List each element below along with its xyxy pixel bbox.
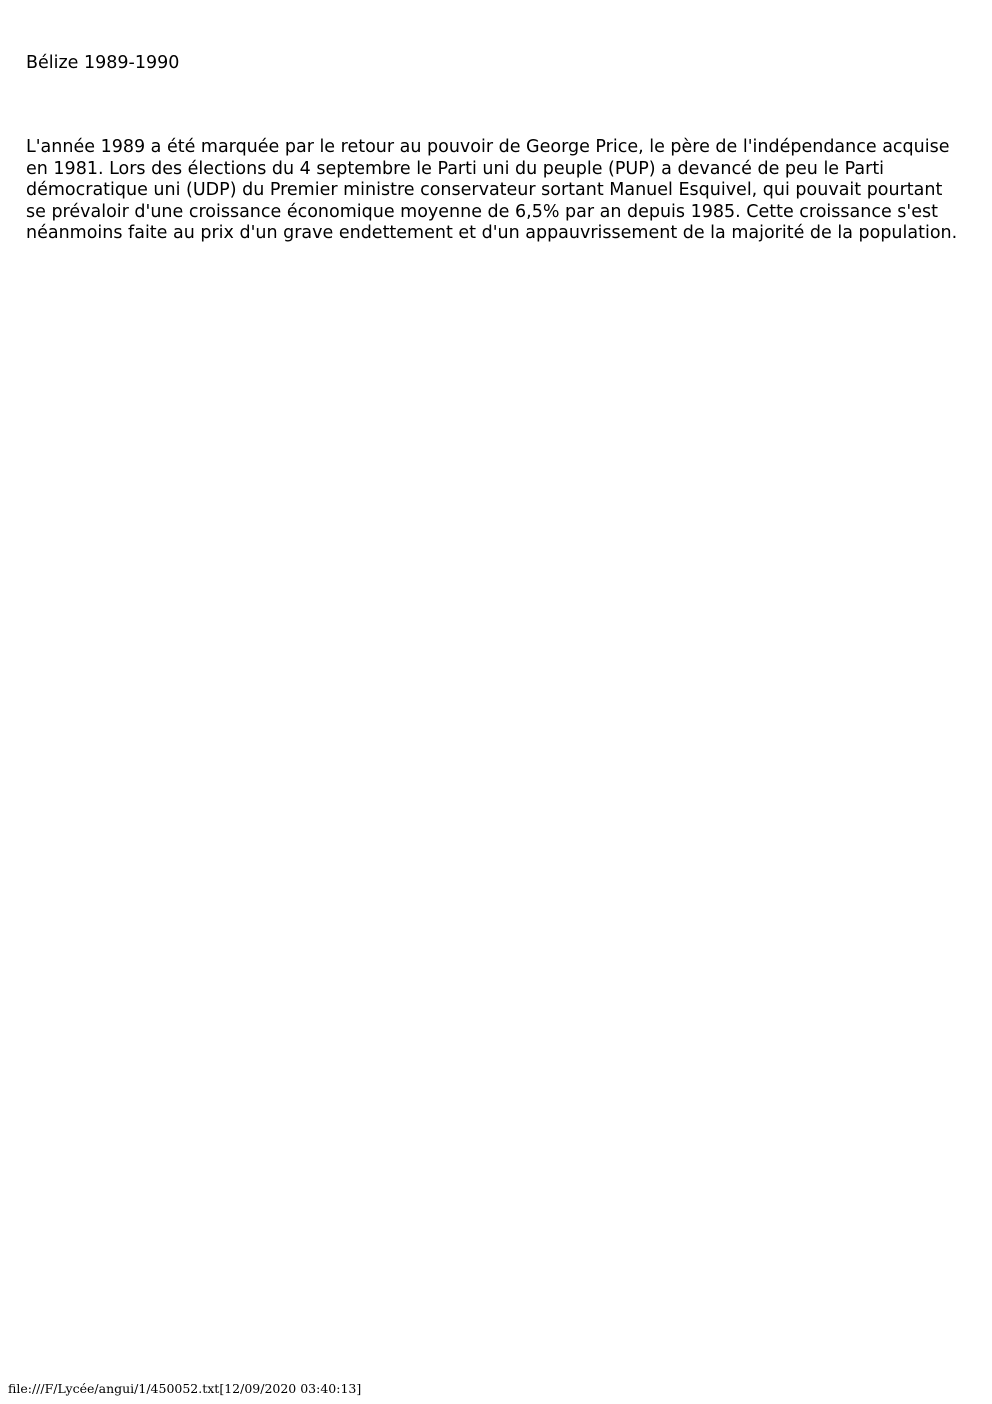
body-line: L'année 1989 a été marquée par le retour au pouvoir de George Price, le père de l'indépendance acquise	[26, 137, 950, 157]
page-title: Bélize 1989-1990	[26, 53, 180, 73]
article-body	[26, 137, 976, 245]
body-line: démocratique uni (UDP) du Premier ministre conservateur sortant Manuel Esquivel, qui pouvait pourtant	[26, 180, 943, 200]
body-line: néanmoins faite au prix d'un grave endettement et d'un appauvrissement de la majorité de la population.	[26, 223, 958, 243]
body-line: en 1981. Lors des élections du 4 septembre le Parti uni du peuple (PUP) a devancé de peu le Parti	[26, 158, 885, 179]
footer-file-path: file:///F/Lycée/angui/1/450052.txt[12/09/2020 03:40:13]	[8, 1381, 362, 1396]
body-line: se prévaloir d'une croissance économique moyenne de 6,5% par an depuis 1985. Cette croissance s'est	[26, 201, 938, 222]
